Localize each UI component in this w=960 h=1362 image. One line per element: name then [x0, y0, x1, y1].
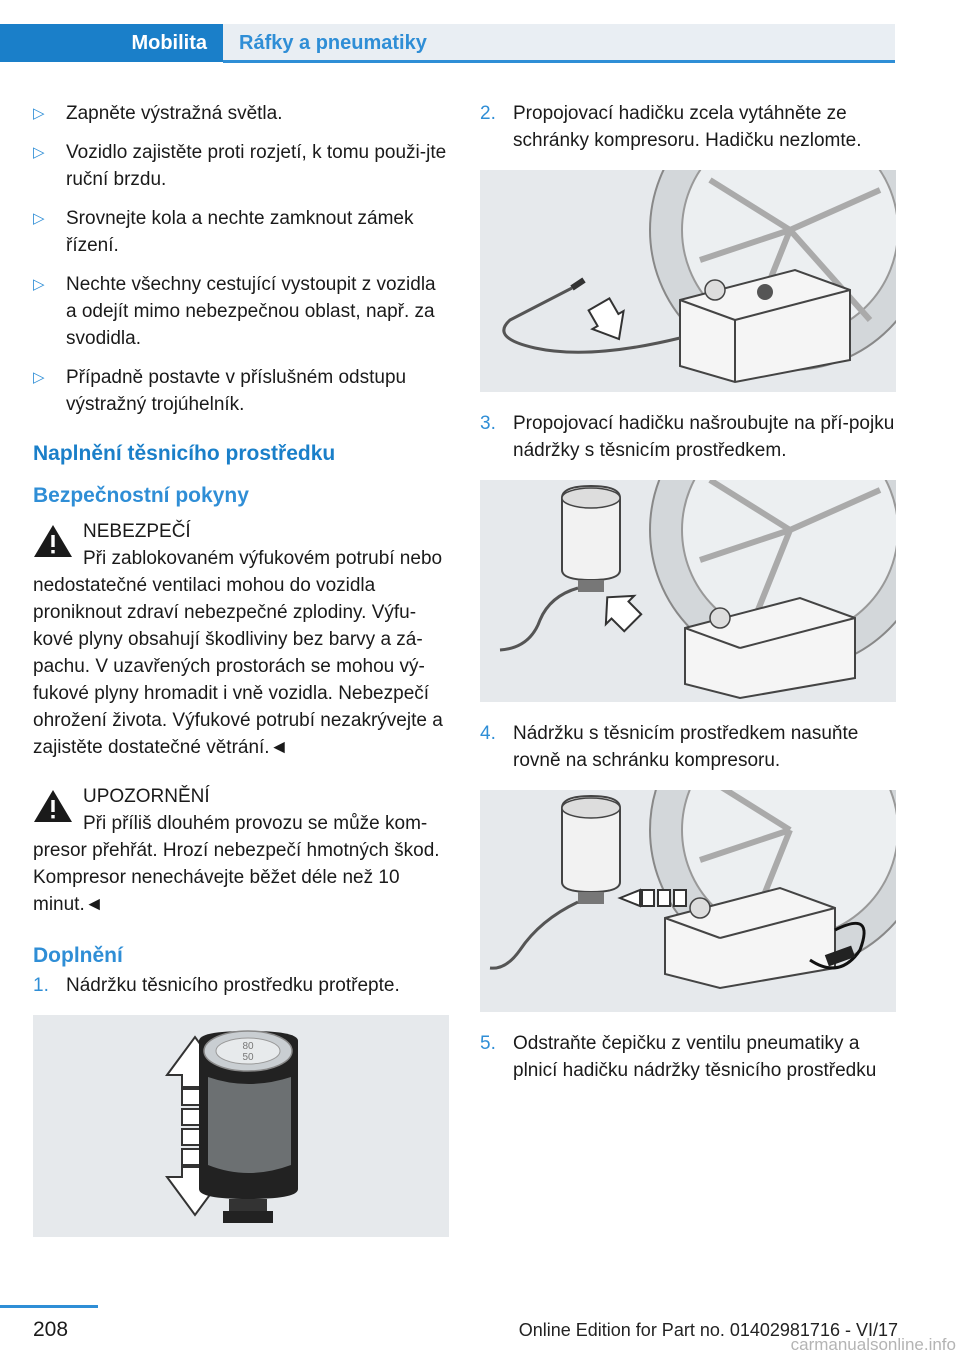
list-item: ▷ Vozidlo zajistěte proti rozjetí, k tomu použi-jte ruční brzdu. — [33, 139, 449, 193]
list-item: ▷ Srovnejte kola a nechte zamknout zámek řízení. — [33, 205, 449, 259]
right-column — [480, 100, 896, 1084]
step-number: 1. — [33, 975, 49, 996]
list-item: 1. Nádržku těsnicího prostředku protřepte. — [33, 972, 449, 999]
header-underline — [223, 60, 895, 63]
figure-shake-bottle — [33, 1015, 449, 1237]
page-header — [0, 24, 895, 64]
footer-rule — [0, 1305, 98, 1308]
triangle-bullet-icon: ▷ — [33, 276, 45, 293]
danger-title: NEBEZPEČÍ — [83, 521, 191, 542]
bottle-hose-illustration — [480, 480, 896, 702]
bottle-label-bottom: 50 — [242, 1052, 254, 1063]
caution-notice — [33, 783, 449, 918]
compressor-hose-illustration — [480, 170, 896, 392]
safety-steps-list — [33, 100, 449, 418]
compressor-steps-list — [480, 100, 896, 154]
subsection-title: Bezpečnostní pokyny — [33, 484, 249, 507]
danger-notice — [33, 518, 449, 761]
warning-triangle-icon — [33, 524, 73, 558]
list-item: ▷ Nechte všechny cestující vystoupit z vozidla a odejít mimo nebezpečnou oblast, např. za svodidla. — [33, 271, 449, 352]
figure-pull-hose — [480, 170, 896, 392]
warning-triangle-icon — [33, 789, 73, 823]
step-number: 5. — [480, 1033, 496, 1054]
chapter-tab: Mobilita — [0, 24, 223, 62]
edition-note: Online Edition for Part no. 01402981716 - VI/17 — [518, 1320, 898, 1340]
list-item: 4. Nádržku s těsnicím prostředkem nasuňte rovně na schránku kompresoru. — [480, 720, 896, 774]
step-number: 4. — [480, 723, 496, 744]
list-item: ▷ Případně postavte v příslušném odstupu výstražný trojúhelník. — [33, 364, 449, 418]
compressor-steps-list — [480, 1030, 896, 1084]
caution-title: UPOZORNĚNÍ — [83, 786, 210, 807]
triangle-bullet-icon: ▷ — [33, 105, 45, 122]
figure-mount-bottle — [480, 790, 896, 1012]
list-item: 2. Propojovací hadičku zcela vytáhněte ze schránky kompresoru. Hadičku nezlomte. — [480, 100, 896, 154]
fill-steps-list — [33, 972, 449, 999]
fill-title: Doplnění — [33, 944, 123, 967]
compressor-steps-list — [480, 720, 896, 774]
section-tab: Ráfky a pneumatiky — [223, 24, 895, 62]
figure-screw-hose — [480, 480, 896, 702]
list-item: ▷ Zapněte výstražná světla. — [33, 100, 449, 127]
left-column — [33, 100, 449, 1255]
bottle-label-top: 80 — [242, 1041, 254, 1052]
compressor-steps-list — [480, 410, 896, 464]
triangle-bullet-icon: ▷ — [33, 369, 45, 386]
triangle-bullet-icon: ▷ — [33, 210, 45, 227]
shake-bottle-illustration — [33, 1015, 449, 1237]
caution-text: Při příliš dlouhém provozu se může kom-presor přehřát. Hrozí nebezpečí hmotných škod. Kompresor nenechávejte běžet déle než 10 minut.◄ — [33, 813, 440, 915]
section-title: Naplnění těsnicího prostředku — [33, 442, 336, 465]
list-item: 3. Propojovací hadičku našroubujte na pří-pojku nádržky s těsnicím prostředkem. — [480, 410, 896, 464]
page-number: 208 — [33, 1318, 69, 1341]
watermark: carmanualsonline.info — [790, 1335, 956, 1354]
bottle-mount-illustration — [480, 790, 896, 1012]
list-item: 5. Odstraňte čepičku z ventilu pneumatiky a plnicí hadičku nádržky těsnicího prostředku — [480, 1030, 896, 1084]
step-number: 2. — [480, 103, 496, 124]
step-number: 3. — [480, 413, 496, 434]
danger-text: Při zablokovaném výfukovém potrubí nebo nedostatečné ventilaci mohou do vozidla proniknout zdraví nebezpečné zplodiny. Výfu-kové plyny obsahují škodliviny bez barvy a zá-pachu. V uzavřených prostorách se mohou vý-fukové plyny hromadit i vně vozidla. Nebezpečí ohrožení života. Výfukové potrubí nezakrývejte a zajistěte dostatečné větrání.◄ — [33, 548, 443, 758]
triangle-bullet-icon: ▷ — [33, 144, 45, 161]
